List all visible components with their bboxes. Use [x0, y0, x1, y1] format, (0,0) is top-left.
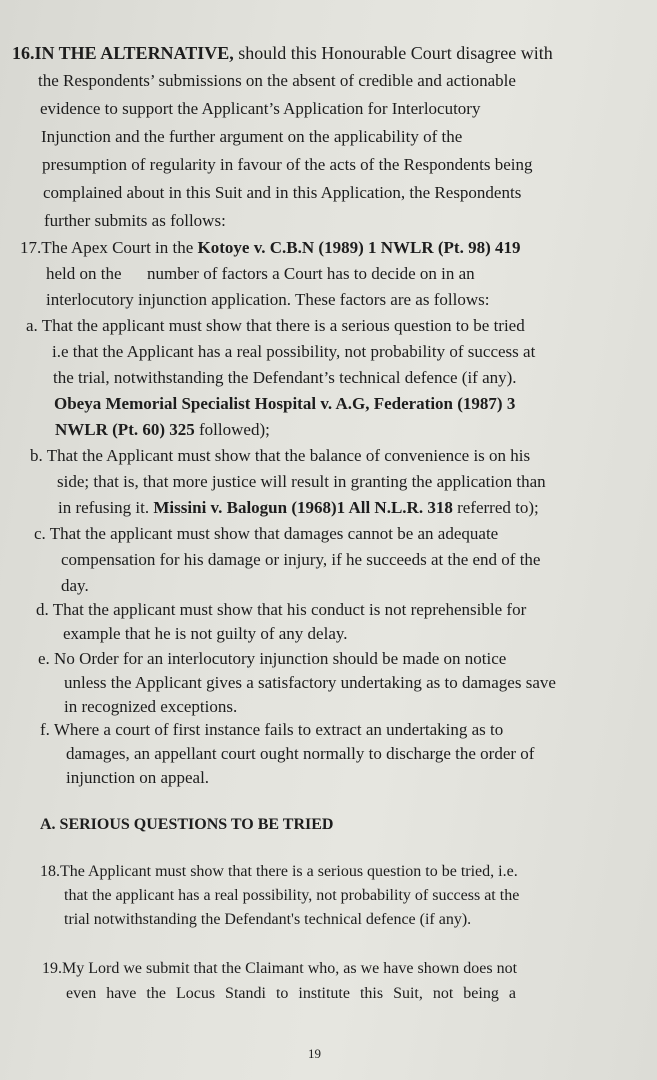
paragraph-17-number: 17. [20, 238, 42, 257]
paragraph-17-line-1-pre: The Apex Court in the [41, 238, 198, 257]
paragraph-17-line-3: interlocutory injunction application. These factors are as follows: [46, 290, 490, 309]
list-item-f-line-2: damages, an appellant court ought normally to discharge the order of [66, 744, 535, 763]
list-item-e-text-1: No Order for an interlocutory injunction should be made on notice [54, 649, 507, 668]
paragraph-16-line-2: the Respondents’ submissions on the absent of credible and actionable [38, 71, 516, 90]
list-item-e-marker: e. [38, 649, 50, 668]
paragraph-18-line-2: that the applicant has a real possibility, not probability of success at the [64, 887, 520, 904]
list-item-b-line-3-rest: referred to); [452, 498, 539, 517]
paragraph-18-number: 18. [40, 863, 60, 880]
paragraph-19-line-2: even have the Locus Standi to institute this Suit, not being a [66, 985, 516, 1002]
list-item-e-line-2: unless the Applicant gives a satisfactory undertaking as to damages save [64, 673, 556, 692]
list-item-a-text-1: That the applicant must show that there is a serious question to be tried [41, 316, 525, 335]
list-item-e-line-1 [38, 648, 506, 670]
paragraph-16-line-3: evidence to support the Applicant’s Application for Interlocutory [40, 99, 481, 118]
paragraph-17-citation: Kotoye v. C.B.N (1989) 1 NWLR (Pt. 98) 419 [197, 238, 521, 257]
paragraph-18-line-3: trial notwithstanding the Defendant's technical defence (if any). [64, 911, 472, 928]
list-item-b-line-1 [30, 445, 530, 467]
paragraph-16-lead: IN THE ALTERNATIVE, [34, 43, 234, 63]
section-heading-serious-questions: A. SERIOUS QUESTIONS TO BE TRIED [40, 816, 334, 833]
list-item-a-citation-2: NWLR (Pt. 60) 325 [55, 420, 195, 439]
list-item-d-line-1 [36, 599, 526, 621]
list-item-d-text-1: That the applicant must show that his conduct is not reprehensible for [52, 600, 527, 619]
list-item-a-line-5 [55, 419, 270, 441]
list-item-c-line-3: day. [61, 576, 89, 595]
list-item-b-citation: Missini v. Balogun (1968)1 All N.L.R. 318 [153, 498, 453, 517]
list-item-a-line-5-rest: followed); [194, 420, 270, 439]
paragraph-19-text-1: My Lord we submit that the Claimant who, as we have shown does not [62, 960, 518, 977]
paragraph-16-number: 16. [12, 43, 35, 63]
list-item-a-line-3: the trial, notwithstanding the Defendant’s technical defence (if any). [53, 368, 517, 387]
paragraph-19-number: 19. [42, 960, 62, 977]
list-item-d-line-2: example that he is not guilty of any delay. [63, 624, 348, 643]
paragraph-18-text-1: The Applicant must show that there is a serious question to be tried, i.e. [60, 863, 518, 880]
list-item-c-marker: c. [34, 524, 46, 543]
list-item-b-text-1: That the Applicant must show that the balance of convenience is on his [46, 446, 531, 465]
list-item-b-line-3 [58, 497, 539, 519]
paragraph-16-line-1-rest: should this Honourable Court disagree with [233, 43, 553, 63]
list-item-b-line-2: side; that is, that more justice will result in granting the application than [57, 472, 546, 491]
paragraph-17-line-2: held on the number of factors a Court has to decide on in an [46, 264, 475, 283]
list-item-f-marker: f. [40, 720, 50, 739]
paragraph-17-line-1 [20, 237, 521, 259]
list-item-f-line-3: injunction on appeal. [66, 768, 210, 787]
list-item-a-line-1 [26, 315, 525, 337]
paragraph-16-line-7: further submits as follows: [44, 211, 226, 230]
list-item-c-line-2: compensation for his damage or injury, if he succeeds at the end of the [61, 550, 541, 569]
list-item-d-marker: d. [36, 600, 49, 619]
paragraph-16-line-6: complained about in this Suit and in this Application, the Respondents [43, 183, 522, 202]
paragraph-16-line-1 [12, 42, 553, 64]
list-item-c-line-1 [34, 523, 498, 545]
list-item-b-line-3-pre: in refusing it. [58, 498, 154, 517]
list-item-a-line-2: i.e that the Applicant has a real possibility, not probability of success at [52, 342, 536, 361]
paragraph-18-line-1 [40, 861, 518, 883]
paragraph-16-line-5: presumption of regularity in favour of the acts of the Respondents being [42, 155, 533, 174]
page-number: 19 [308, 1046, 321, 1061]
paragraph-19-line-1 [42, 958, 517, 980]
list-item-f-line-1 [40, 719, 503, 741]
list-item-f-text-1: Where a court of first instance fails to extract an undertaking as to [53, 720, 504, 739]
list-item-c-text-1: That the applicant must show that damages cannot be an adequate [49, 524, 499, 543]
list-item-e-line-3: in recognized exceptions. [64, 697, 238, 716]
paragraph-16-line-4: Injunction and the further argument on the applicability of the [41, 127, 463, 146]
list-item-b-marker: b. [30, 446, 43, 465]
list-item-a-marker: a. [26, 316, 38, 335]
list-item-a-citation-1: Obeya Memorial Specialist Hospital v. A.G, Federation (1987) 3 [54, 394, 516, 413]
